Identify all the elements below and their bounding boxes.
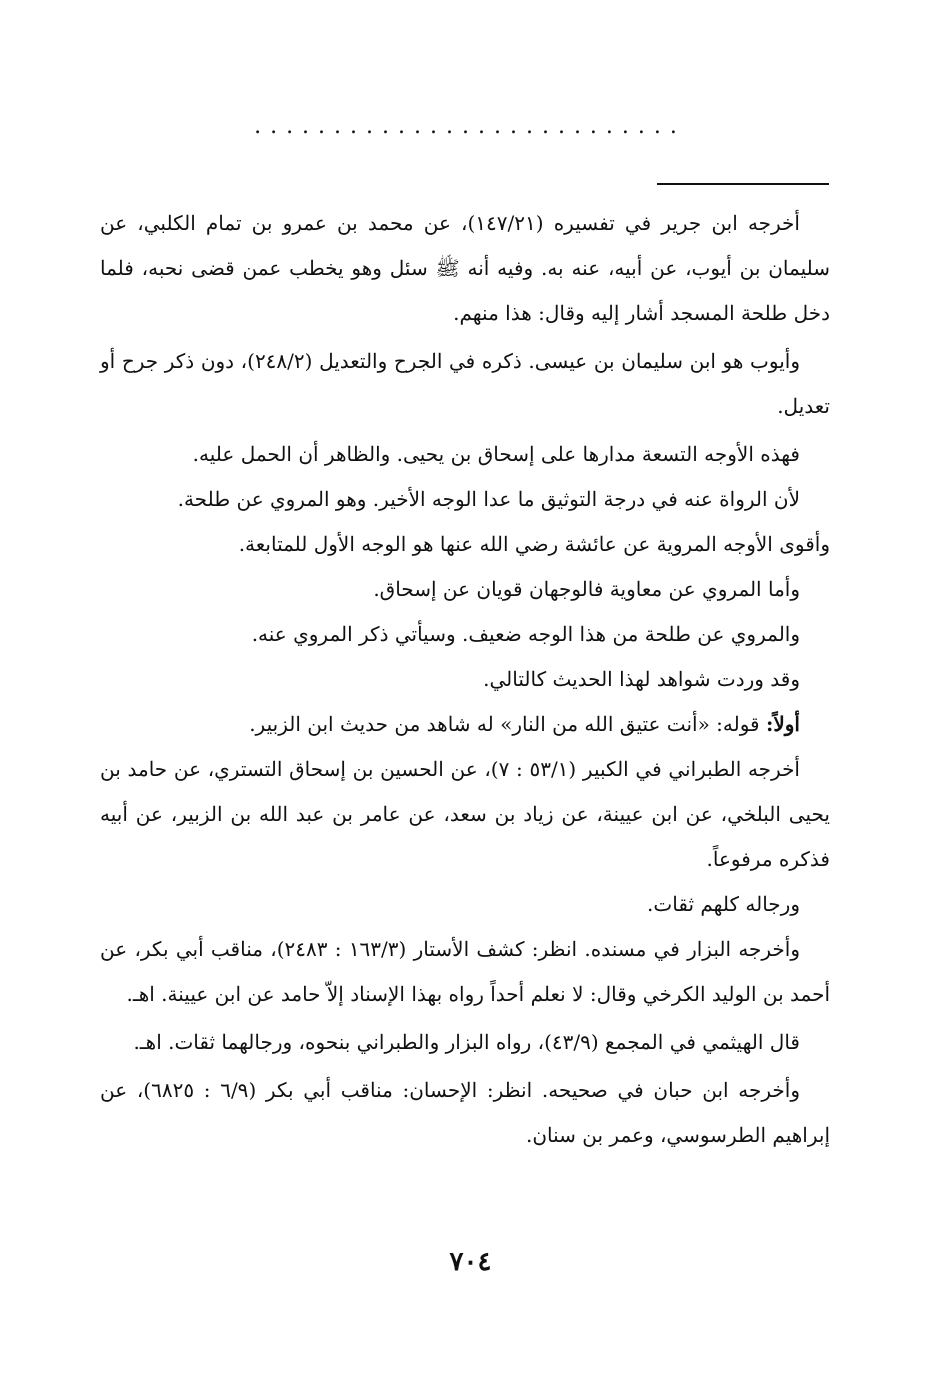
- paragraph-ibn-hibban: وأخرجه ابن حبان في صحيحه. انظر: الإحسان: مناقب أبي بكر (٦/٩ : ٦٨٢٥)، عن إبراهيم الطرسوسي، وعمر بن سنان.: [100, 1078, 830, 1147]
- first-label: أولاً:: [765, 712, 800, 736]
- paragraph-tabarani: أخرجه الطبراني في الكبير (٥٣/١ : ٧)، عن الحسين بن إسحاق التستري، عن حامد بن يحيى البلخي، عن ابن عيينة، عن زياد بن سعد، عن عامر بن عبد الله بن الزبير، عن أبيه فذكره مرفوعاً.: [100, 757, 830, 871]
- paragraph-nine-ways: فهذه الأوجه التسعة مدارها على إسحاق بن يحيى. والظاهر أن الحمل عليه.: [192, 442, 800, 466]
- paragraph-ayyub: وأيوب هو ابن سليمان بن عيسى. ذكره في الجرح والتعديل (٢٤٨/٢)، دون ذكر جرح أو تعديل.: [100, 349, 830, 418]
- page-number: ٧٠٤: [449, 1247, 492, 1277]
- paragraph-haythami: قال الهيثمي في المجمع (٤٣/٩)، رواه البزار والطبراني بنحوه، ورجالهما ثقات. اهـ.: [133, 1030, 800, 1054]
- first-witness-text: قوله: «أنت عتيق الله من النار» له شاهد من حديث ابن الزبير.: [249, 712, 766, 736]
- separator-dots: ...........................: [254, 114, 686, 139]
- footnote-text: [100, 201, 830, 1158]
- paragraph-first-witness: [100, 702, 830, 747]
- paragraph-muawiya: وأما المروي عن معاوية فالوجهان قويان عن إسحاق.: [373, 577, 800, 601]
- paragraph-strongest-ways: وأقوى الأوجه المروية عن عائشة رضي الله عنها هو الوجه الأول للمتابعة.: [238, 532, 830, 556]
- paragraph-witnesses: وقد وردت شواهد لهذا الحديث كالتالي.: [483, 667, 800, 691]
- paragraph-narrators-trustworthy: ورجاله كلهم ثقات.: [647, 892, 800, 916]
- footnote-rule: [657, 183, 829, 185]
- paragraph-narrators: لأن الرواة عنه في درجة التوثيق ما عدا الوجه الأخير. وهو المروي عن طلحة.: [177, 487, 800, 511]
- paragraph-talha: والمروي عن طلحة من هذا الوجه ضعيف. وسيأتي ذكر المروي عنه.: [251, 622, 800, 646]
- paragraph-ibn-jarir: أخرجه ابن جرير في تفسيره (١٤٧/٢١)، عن محمد بن عمرو بن تمام الكلبي، عن سليمان بن أيوب، عن أبيه، عنه به. وفيه أنه ﷺ سئل وهو يخطب عمن قضى نحبه، فلما دخل طلحة المسجد أشار إليه وقال: هذا منهم.: [100, 211, 830, 325]
- paragraph-bazzar: وأخرجه البزار في مسنده. انظر: كشف الأستار (١٦٣/٣ : ٢٤٨٣)، مناقب أبي بكر، عن أحمد بن الوليد الكرخي وقال: لا نعلم أحداً رواه بهذا الإسناد إلاّ حامد عن ابن عيينة. اهـ.: [100, 937, 830, 1006]
